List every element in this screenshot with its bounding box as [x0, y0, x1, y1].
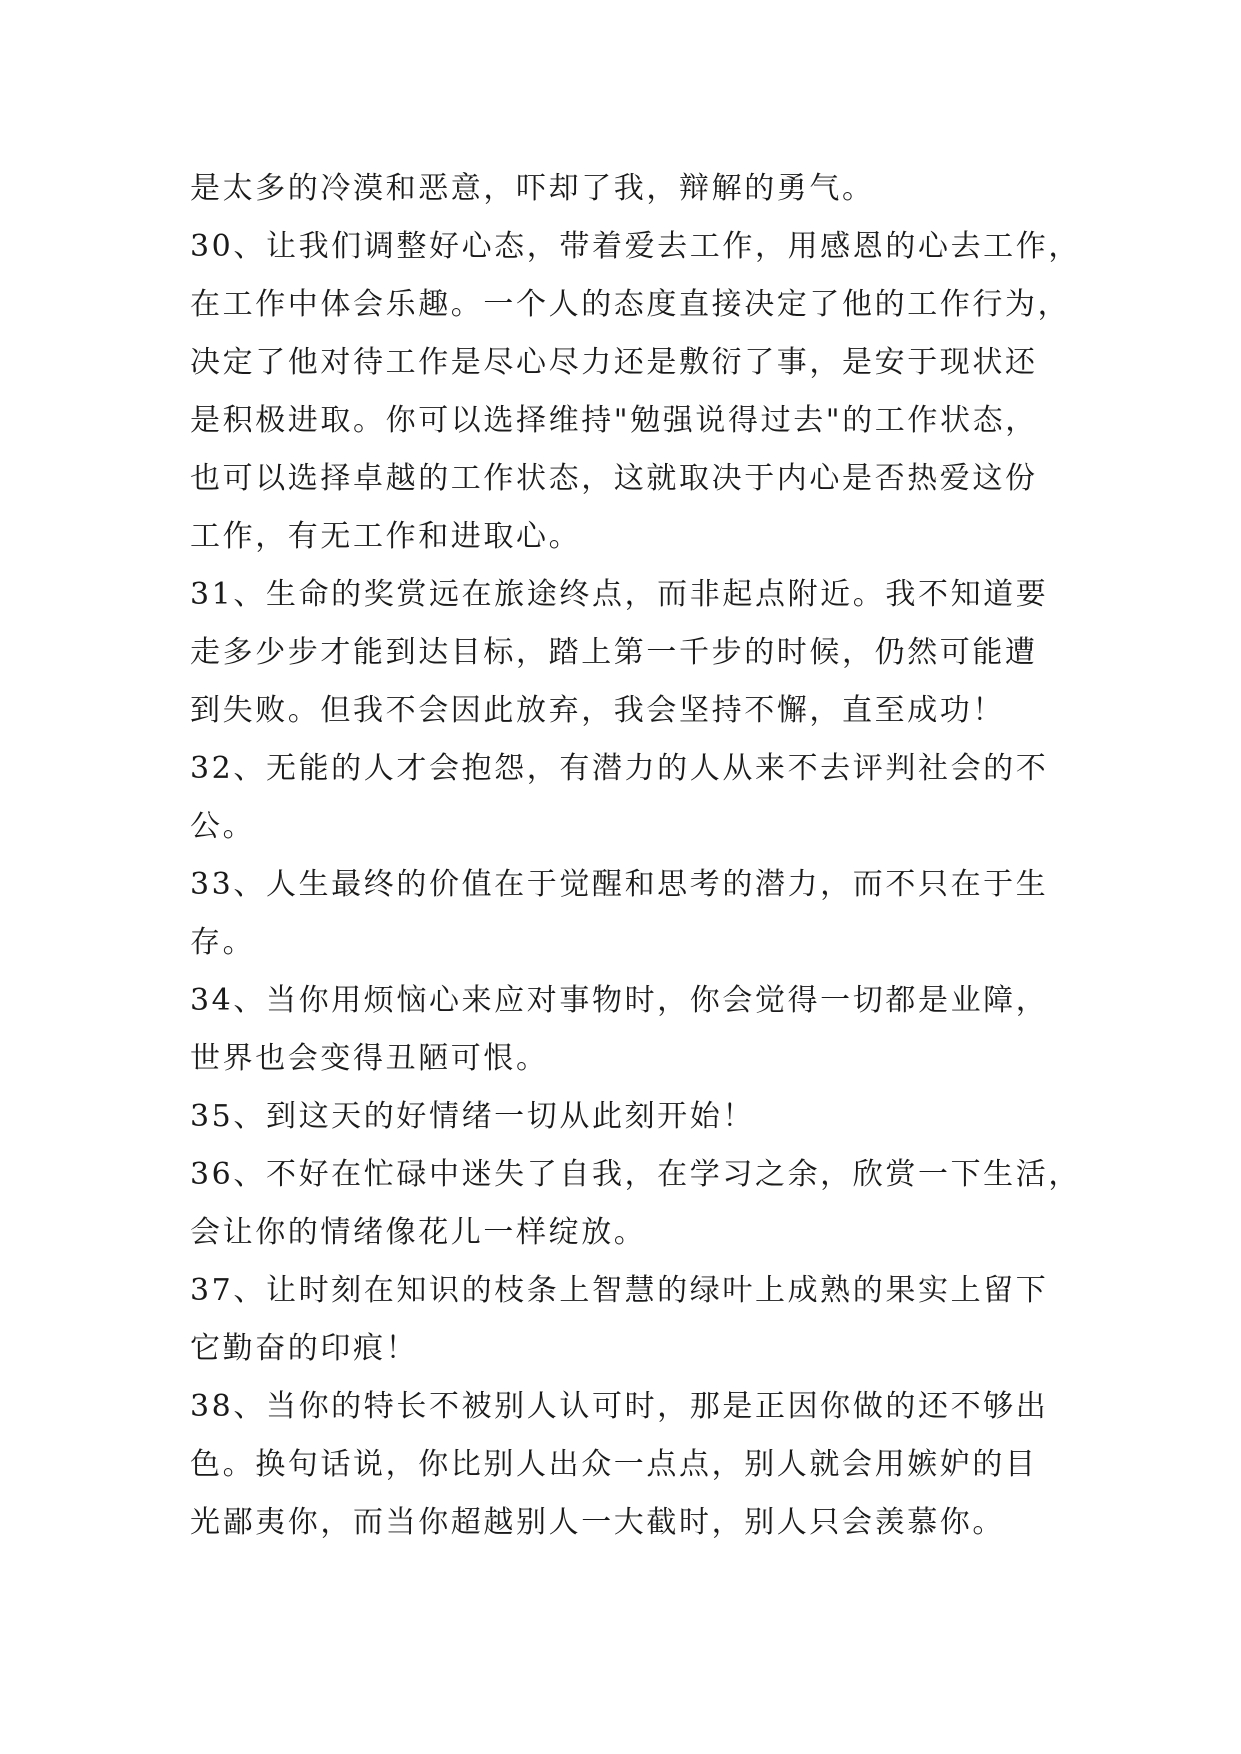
text-line: 它勤奋的印痕！: [190, 1331, 419, 1366]
text-line: 36、不好在忙碌中迷失了自我，在学习之余，欣赏一下生活，: [190, 1157, 1081, 1192]
text-line: 工作，有无工作和进取心。: [190, 519, 582, 554]
text-line: 在工作中体会乐趣。一个人的态度直接决定了他的工作行为，: [190, 287, 1071, 322]
text-line: 会让你的情绪像花儿一样绽放。: [190, 1215, 647, 1250]
text-line: 公。: [190, 809, 256, 844]
text-line: 决定了他对待工作是尽心尽力还是敷衍了事，是安于现状还: [190, 345, 1038, 380]
text-line: 31、生命的奖赏远在旅途终点，而非起点附近。我不知道要: [190, 577, 1049, 612]
text-line: 38、当你的特长不被别人认可时，那是正因你做的还不够出: [190, 1389, 1049, 1424]
text-line: 色。换句话说，你比别人出众一点点，别人就会用嫉妒的目: [190, 1447, 1038, 1482]
text-line: 33、人生最终的价值在于觉醒和思考的潜力，而不只在于生: [190, 867, 1049, 902]
text-line: 走多少步才能到达目标，踏上第一千步的时候，仍然可能遭: [190, 635, 1038, 670]
text-line: 30、让我们调整好心态，带着爱去工作，用感恩的心去工作，: [190, 229, 1081, 264]
text-line: 世界也会变得丑陋可恨。: [190, 1041, 549, 1076]
document-body: [190, 160, 1090, 1552]
text-line: 34、当你用烦恼心来应对事物时，你会觉得一切都是业障，: [190, 983, 1049, 1018]
text-line: 也可以选择卓越的工作状态，这就取决于内心是否热爱这份: [190, 461, 1038, 496]
text-line: 37、让时刻在知识的枝条上智慧的绿叶上成熟的果实上留下: [190, 1273, 1049, 1308]
text-line: 到失败。但我不会因此放弃，我会坚持不懈，直至成功！: [190, 693, 1005, 728]
text-line: 35、到这天的好情绪一切从此刻开始！: [190, 1099, 755, 1134]
text-line: 32、无能的人才会抱怨，有潜力的人从来不去评判社会的不: [190, 751, 1049, 786]
text-line: 是积极进取。你可以选择维持"勉强说得过去"的工作状态，: [190, 403, 1038, 438]
text-line: 是太多的冷漠和恶意，吓却了我，辩解的勇气。: [190, 171, 875, 206]
text-line: 存。: [190, 925, 256, 960]
text-line: 光鄙夷你，而当你超越别人一大截时，别人只会羡慕你。: [190, 1505, 1005, 1540]
